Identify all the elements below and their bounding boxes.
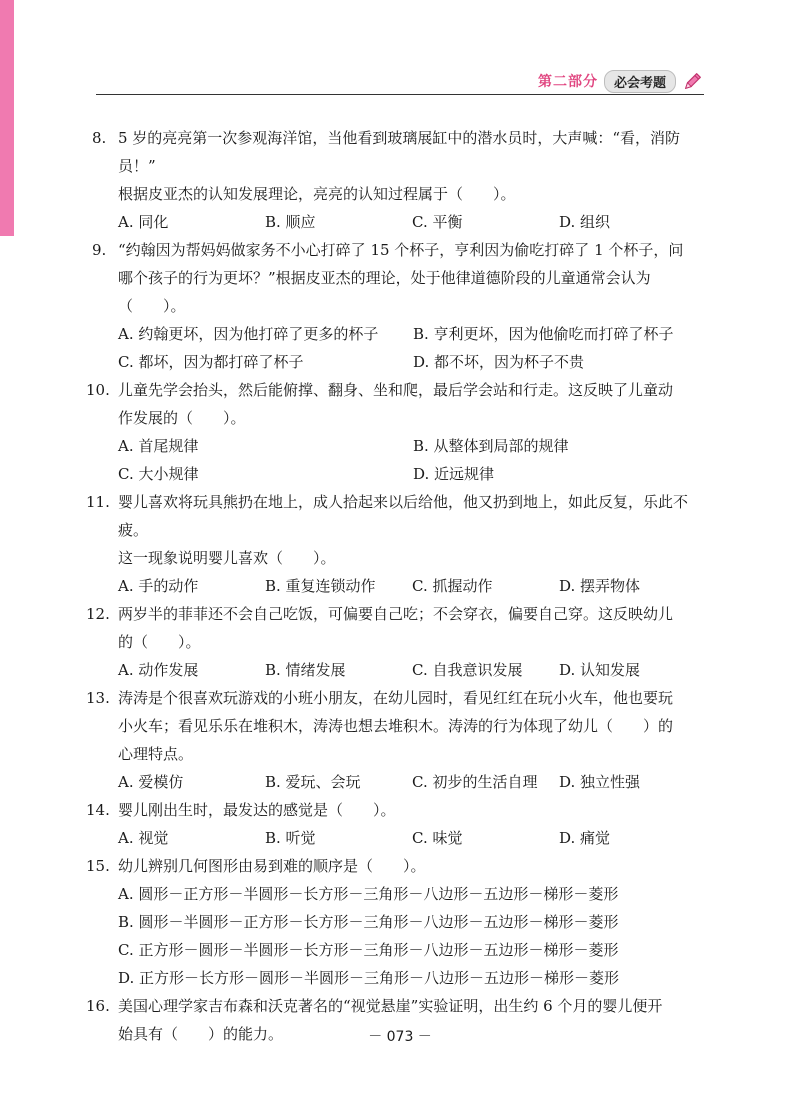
question-number: 16. [86,997,110,1015]
option-b: B. 情绪发展 [265,661,346,679]
option-d: D. 独立性强 [559,773,641,791]
question-15 [86,852,708,992]
option-a: A. 约翰更坏，因为他打碎了更多的杯子 [118,325,379,343]
question-line: 作发展的（ ）。 [118,409,246,427]
options [118,432,708,488]
question-9 [92,236,708,376]
option-c: C. 抓握动作 [412,577,493,595]
option-b: B. 圆形－半圆形－正方形－长方形－三角形－八边形－五边形－梯形－菱形 [118,913,619,931]
question-number: 13. [86,689,110,707]
question-line: 始具有（ ）的能力。 [118,1025,284,1043]
option-b: B. 顺应 [265,213,316,231]
options [118,880,708,992]
question-number: 9. [92,241,107,259]
question-number: 8. [92,129,107,147]
question-line: 美国心理学家吉布森和沃克著名的“视觉悬崖”实验证明，出生约 6 个月的婴儿便开 [118,997,663,1015]
question-line: 幼儿辨别几何图形由易到难的顺序是（ ）。 [118,857,426,875]
question-13 [86,684,708,796]
option-d: D. 正方形－长方形－圆形－半圆形－三角形－八边形－五边形－梯形－菱形 [118,969,620,987]
page-header [96,70,704,94]
question-line: 两岁半的菲菲还不会自己吃饭，可偏要自己吃；不会穿衣，偏要自己穿。这反映幼儿 [118,605,674,623]
question-line: 5 岁的亮亮第一次参观海洋馆，当他看到玻璃展缸中的潜水员时，大声喊：“看，消防员！” [118,129,680,175]
option-d: D. 都不坏，因为杯子不贵 [413,353,585,371]
options [118,768,708,796]
question-line: “约翰因为帮妈妈做家务不小心打碎了 15 个杯子，亨利因为偷吃打碎了 1 个杯子，问 [118,241,684,259]
option-a: A. 爱模仿 [118,773,184,791]
question-line: 哪个孩子的行为更坏？”根据皮亚杰的理论，处于他律道德阶段的儿童通常会认为 [118,269,651,287]
option-d: D. 近远规律 [413,465,495,483]
section-indicator [538,70,704,92]
question-line: 婴儿喜欢将玩具熊扔在地上，成人拾起来以后给他，他又扔到地上，如此反复，乐此不疲。 [118,493,689,539]
question-8 [92,124,708,236]
option-a: A. 圆形－正方形－半圆形－长方形－三角形－八边形－五边形－梯形－菱形 [118,885,619,903]
option-a: A. 首尾规律 [118,437,199,455]
question-line: 根据皮亚杰的认知发展理论，亮亮的认知过程属于（ ）。 [118,185,516,203]
option-d: D. 认知发展 [559,661,641,679]
option-c: C. 自我意识发展 [412,661,523,679]
question-list [86,124,708,1048]
option-d: D. 痛觉 [559,829,611,847]
option-c: C. 平衡 [412,213,463,231]
question-12 [86,600,708,684]
question-10 [86,376,708,488]
options [118,572,708,600]
option-c: C. 都坏，因为都打碎了杯子 [118,353,304,371]
pen-icon [682,70,704,92]
header-rule [96,94,704,95]
option-a: A. 手的动作 [118,577,199,595]
section-label: 第二部分 [537,74,598,90]
question-11 [86,488,708,600]
option-d: D. 摆弄物体 [559,577,641,595]
question-number: 11. [86,493,110,511]
options [118,656,708,684]
question-line: 小火车；看见乐乐在堆积木，涛涛也想去堆积木。涛涛的行为体现了幼儿（ ）的 [118,717,674,735]
section-tag: 必会考题 [604,70,676,93]
question-number: 10. [86,381,110,399]
option-b: B. 听觉 [265,829,316,847]
question-line: 这一现象说明婴儿喜欢（ ）。 [118,549,336,567]
option-b: B. 爱玩、会玩 [265,773,361,791]
question-14 [86,796,708,852]
question-line: 的（ ）。 [118,633,201,651]
option-a: A. 视觉 [118,829,169,847]
question-line: 心理特点。 [118,745,194,763]
option-a: A. 动作发展 [118,661,199,679]
options [118,824,708,852]
option-d: D. 组织 [559,213,611,231]
option-a: A. 同化 [118,213,169,231]
question-line: 婴儿刚出生时，最发达的感觉是（ ）。 [118,801,396,819]
option-b: B. 从整体到局部的规律 [413,437,569,455]
question-number: 14. [86,801,110,819]
options [118,208,708,236]
option-b: B. 亨利更坏，因为他偷吃而打碎了杯子 [413,325,674,343]
question-number: 12. [86,605,110,623]
option-c: C. 初步的生活自理 [412,773,538,791]
page-number: － 073 － [368,1029,432,1045]
question-line: 儿童先学会抬头，然后能俯撑、翻身、坐和爬，最后学会站和行走。这反映了儿童动 [118,381,674,399]
question-number: 15. [86,857,110,875]
option-c: C. 大小规律 [118,465,199,483]
option-b: B. 重复连锁动作 [265,577,376,595]
question-line: （ ）。 [118,297,186,315]
side-color-tab [0,0,14,236]
option-c: C. 味觉 [412,829,463,847]
options [118,320,708,376]
question-line: 涛涛是个很喜欢玩游戏的小班小朋友，在幼儿园时，看见红红在玩小火车，他也要玩 [118,689,674,707]
option-c: C. 正方形－圆形－半圆形－长方形－三角形－八边形－五边形－梯形－菱形 [118,941,619,959]
